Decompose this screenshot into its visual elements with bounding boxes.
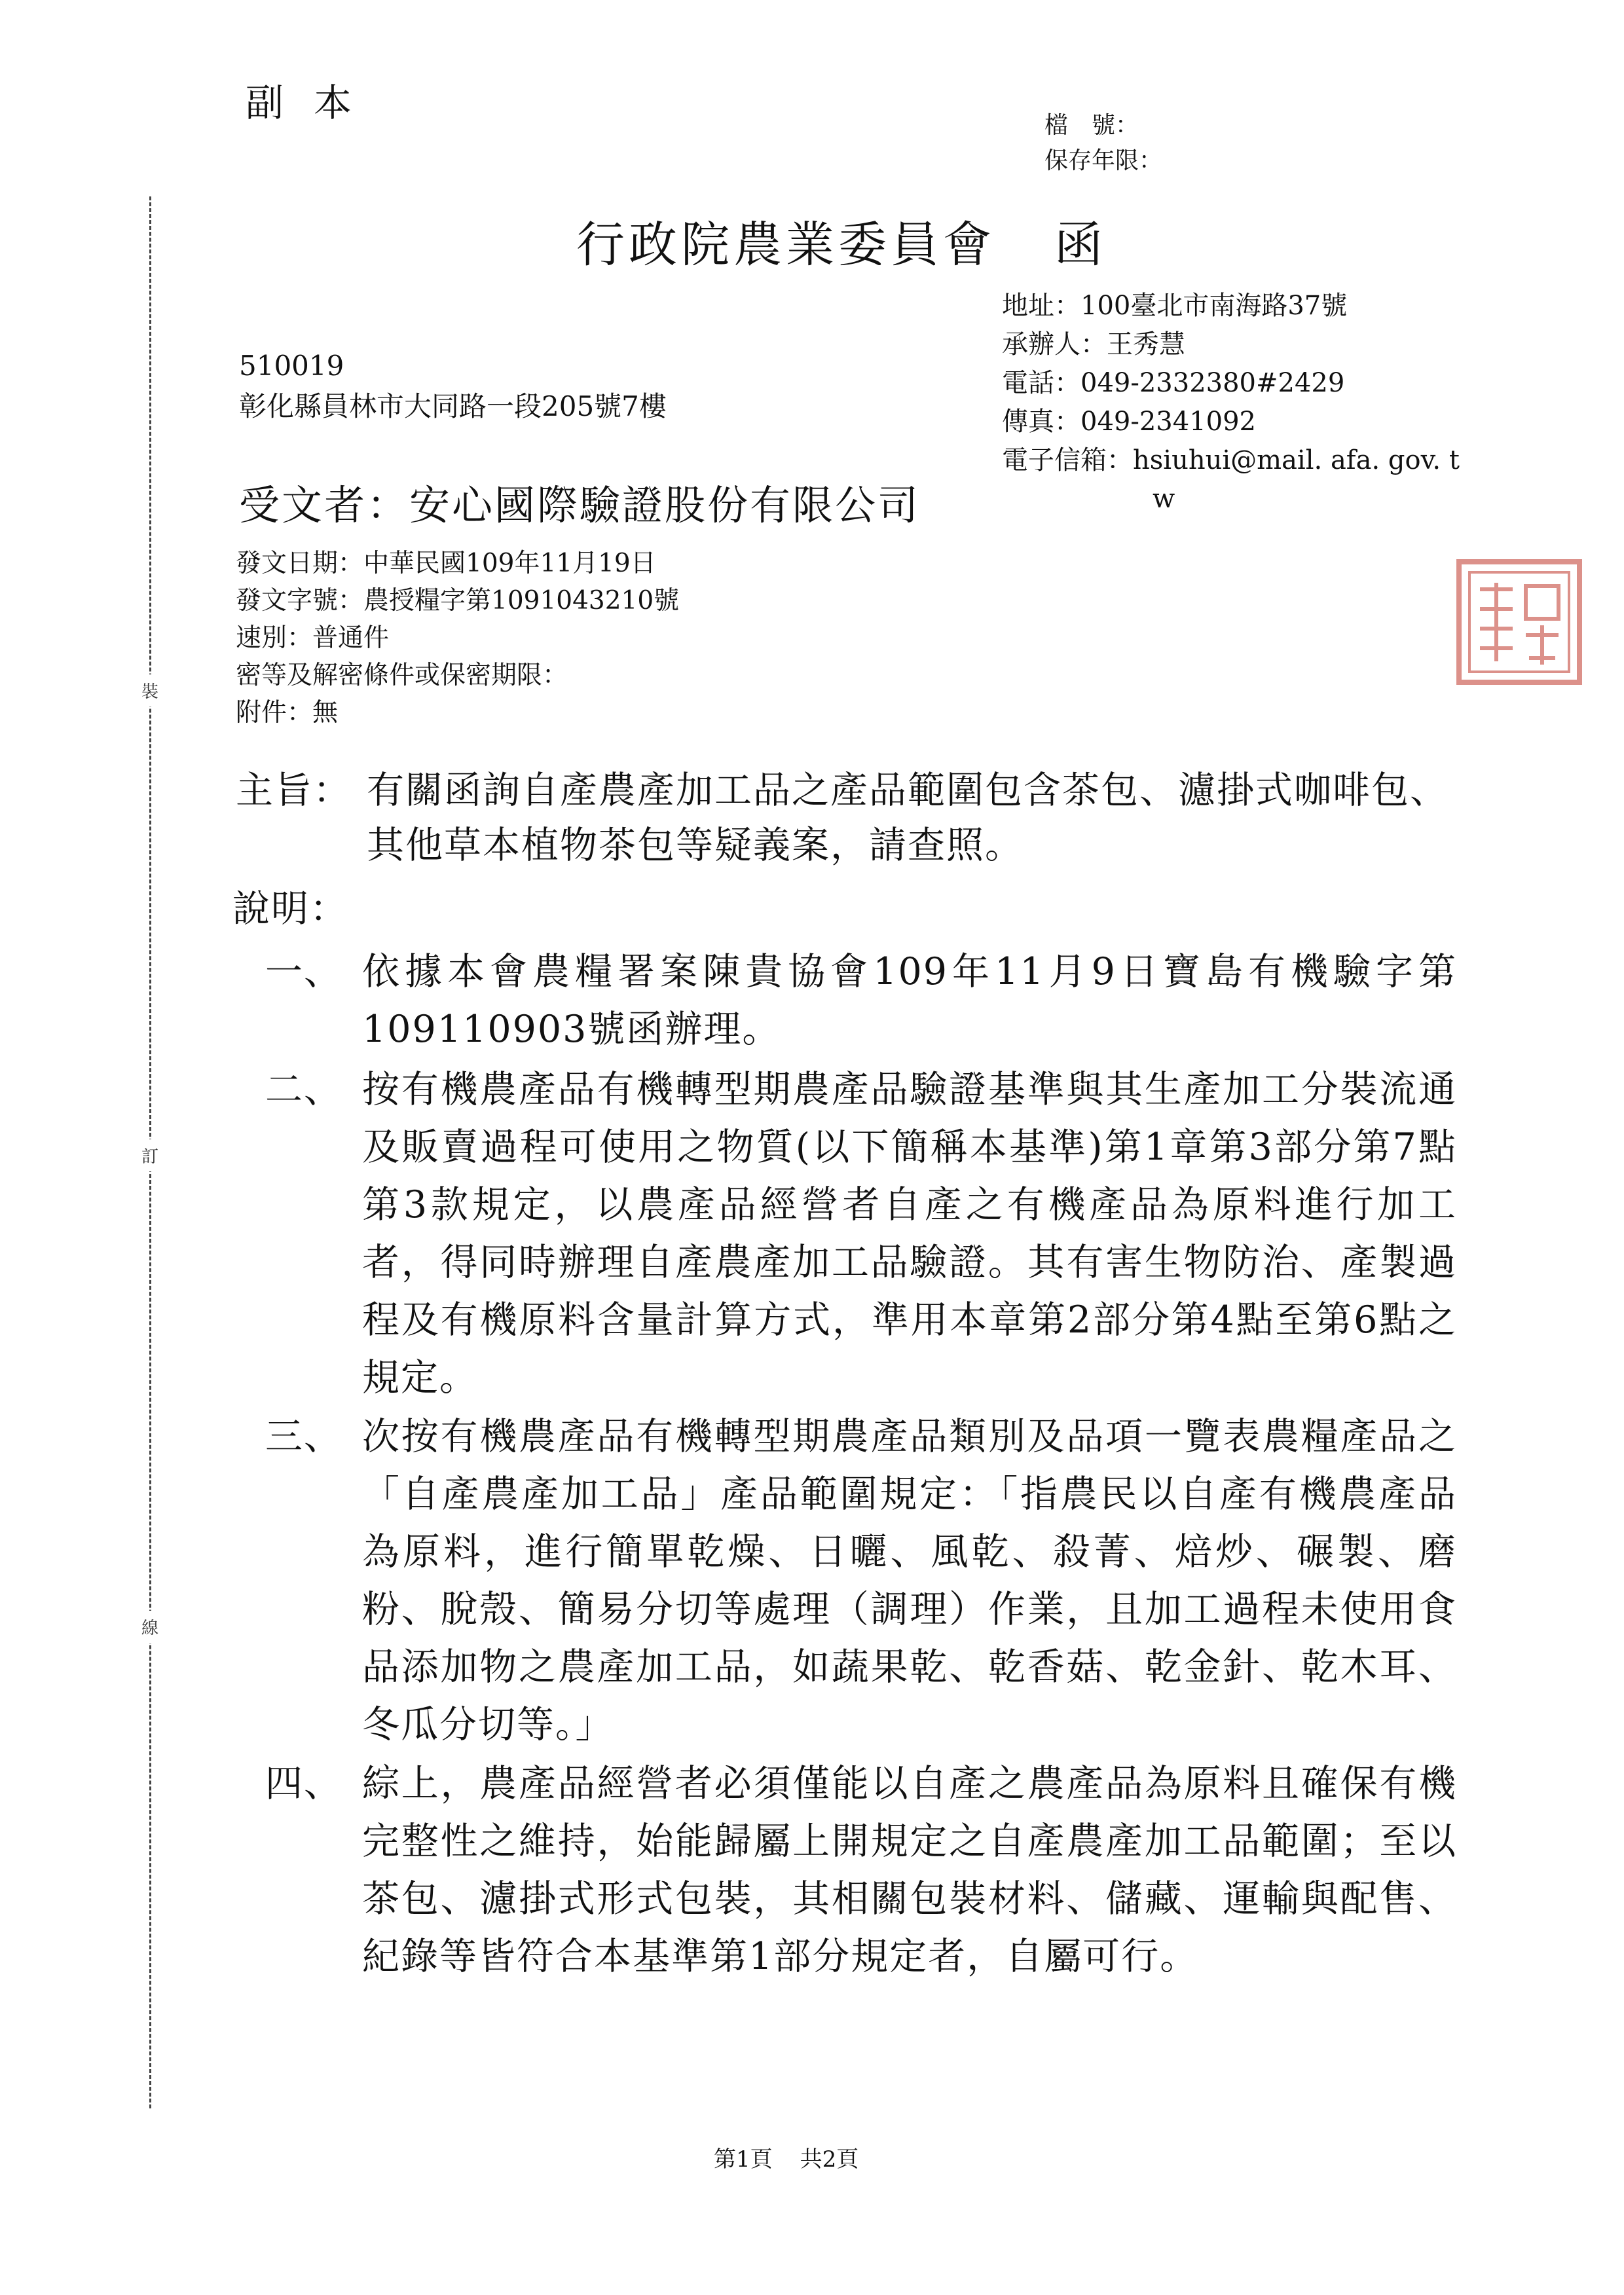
item-number: 三、	[265, 1415, 342, 1458]
item-text: 依據本會農糧署案陳貴協會109年11月9日寶島有機驗字第109110903號函辦理。	[362, 950, 1457, 1051]
recipient-address: 彰化縣員林市大同路一段205號7樓	[239, 390, 667, 422]
copy-mark: 副本	[246, 81, 382, 125]
retention-label: 保存年限：	[1044, 147, 1163, 174]
item-number: 二、	[265, 1068, 342, 1111]
item-text: 次按有機農產品有機轉型期農產品類別及品項一覽表農糧產品之「自產農產加工品」產品範圍規定：「指農民以自產有機農產品為原料，進行簡單乾燥、日曬、風乾、殺菁、焙炒、碾製、磨粉、脫殼、簡易分切等處理（調理）作業，且加工過程未使用食品添加物之農產加工品，如蔬果乾、乾香菇、乾金針、乾木耳、冬瓜分切等。」	[362, 1415, 1457, 1746]
sender-address: 地址：100臺北市南海路37號	[1002, 291, 1348, 321]
classification: 密等及解密條件或保密期限：	[236, 661, 568, 690]
item-text: 綜上，農產品經營者必須僅能以自產之農產品為原料且確保有機完整性之維持，始能歸屬上開規定之自產農產加工品範圍；至以茶包、濾掛式形式包裝，其相關包裝材料、儲藏、運輸與配售、紀錄等皆符合本基準第1部分規定者，自屬可行。	[362, 1762, 1457, 1978]
handler: 承辦人：王秀慧	[1002, 329, 1185, 359]
subject-label: 主旨：	[236, 769, 352, 812]
issue-date: 發文日期：中華民國109年11月19日	[236, 549, 656, 578]
total-pages: 共2頁	[800, 2146, 859, 2173]
file-number-label: 檔 號：	[1044, 112, 1139, 139]
email: 電子信箱：hsiuhui@mail. afa. gov. tw	[1002, 445, 1460, 514]
explanation-item	[265, 943, 1457, 1058]
page-footer	[714, 2141, 858, 2173]
fax: 傳真：049-2341092	[1002, 407, 1257, 437]
subject	[236, 763, 1467, 873]
official-seal-stamp	[1454, 557, 1585, 688]
page-indicator: 第1頁	[714, 2146, 773, 2173]
doc-type: 函	[1054, 217, 1107, 273]
binding-mark-bottom: 線	[141, 1611, 158, 1643]
agency-title: 行政院農業委員會	[576, 217, 995, 273]
item-text: 按有機農產品有機轉型期農產品驗證基準與其生產加工分裝流通及販賣過程可使用之物質(以下簡稱本基準)第1章第3部分第7點第3款規定，以農產品經營者自產之有機產品為原料進行加工者，得同時辦理自產農產加工品驗證。其有害生物防治、產製過程及有機原料含量計算方式，準用本章第2部分第4點至第6點之規定。	[362, 1068, 1457, 1399]
explanation-label: 說明：	[232, 887, 348, 930]
addressee: 受文者：安心國際驗證股份有限公司	[239, 481, 921, 529]
attachment: 附件：無	[236, 698, 339, 727]
recipient-postcode: 510019	[239, 350, 344, 382]
document-title	[576, 206, 1107, 276]
item-number: 一、	[265, 950, 342, 993]
sender-contact	[1002, 287, 1473, 519]
document-meta	[236, 545, 679, 731]
explanation-item	[265, 1408, 1457, 1753]
doc-number: 發文字號：農授糧字第1091043210號	[236, 586, 680, 615]
item-number: 四、	[265, 1762, 342, 1805]
binding-mark-top: 裝	[141, 674, 158, 707]
phone: 電話：049-2332380#2429	[1002, 368, 1345, 398]
file-meta	[1044, 108, 1162, 179]
explanation-item	[265, 1755, 1457, 1985]
recipient-address-block	[239, 346, 667, 427]
explanation-item	[265, 1061, 1457, 1406]
subject-text: 有關函詢自產農產加工品之產品範圍包含茶包、濾掛式咖啡包、其他草本植物茶包等疑義案，請查照。	[367, 769, 1449, 867]
speed: 速別：普通件	[236, 623, 390, 653]
binding-mark-middle: 訂	[141, 1139, 158, 1171]
